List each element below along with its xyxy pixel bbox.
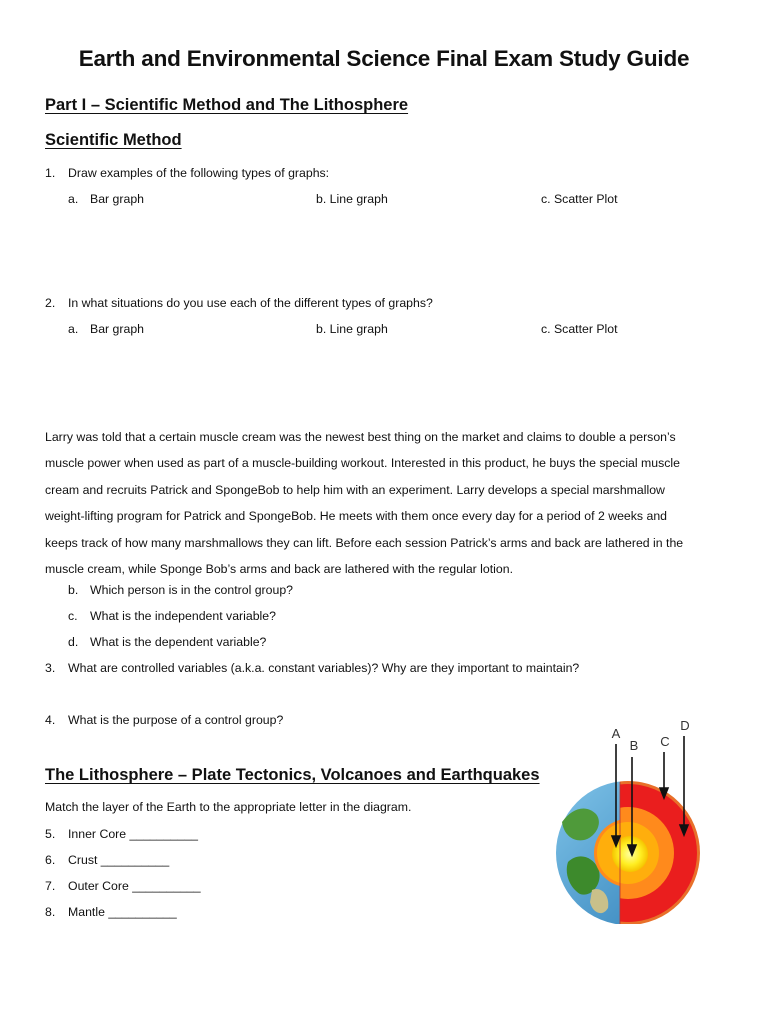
- page-title: Earth and Environmental Science Final Exam Study Guide: [78, 46, 690, 71]
- match-item-inner-core: Inner Core __________: [68, 827, 198, 841]
- option-scatter-plot: c. Scatter Plot: [541, 322, 618, 336]
- sub-question-letter: c.: [68, 609, 78, 623]
- label-d: D: [680, 718, 690, 733]
- question-number: 3.: [45, 661, 56, 675]
- part-heading: Part I – Scientific Method and The Lithosphere: [45, 96, 409, 114]
- sub-question-letter: d.: [68, 635, 79, 649]
- question-number: 1.: [45, 166, 56, 180]
- sub-question-text: What is the dependent variable?: [90, 635, 267, 649]
- scenario-paragraph: [45, 424, 725, 582]
- label-b: B: [629, 738, 639, 753]
- paragraph-line: muscle power when used as part of a muscle-building workout. Interested in this product, he buys the special muscle: [45, 456, 680, 471]
- option-line-graph: b. Line graph: [316, 192, 388, 206]
- matching-instructions: Match the layer of the Earth to the appropriate letter in the diagram.: [45, 800, 412, 814]
- sub-question-text: What is the independent variable?: [90, 609, 276, 623]
- section-heading-scientific-method: Scientific Method: [45, 131, 182, 149]
- match-number: 5.: [45, 827, 56, 841]
- label-c: C: [660, 734, 670, 749]
- match-item-mantle: Mantle __________: [68, 905, 177, 919]
- match-item-crust: Crust __________: [68, 853, 170, 867]
- match-item-outer-core: Outer Core __________: [68, 879, 201, 893]
- match-number: 7.: [45, 879, 56, 893]
- paragraph-line: cream and recruits Patrick and SpongeBob to help him with an experiment. Larry develops a special marshmallow: [45, 482, 665, 497]
- section-heading-lithosphere: The Lithosphere – Plate Tectonics, Volcanoes and Earthquakes: [45, 766, 540, 784]
- question-number: 2.: [45, 296, 56, 310]
- paragraph-line: muscle cream, while Sponge Bob’s arms and back are lathered with the regular lotion.: [45, 562, 513, 577]
- paragraph-line: Larry was told that a certain muscle cream was the newest best thing on the market and claims to double a person’s: [45, 430, 676, 444]
- paragraph-line: weight-lifting program for Patrick and SpongeBob. He meets with them once every day for a period of 2 weeks and: [45, 509, 668, 524]
- question-text: What are controlled variables (a.k.a. constant variables)? Why are they important to maintain?: [68, 661, 580, 675]
- match-number: 8.: [45, 905, 56, 919]
- option-letter: a.: [68, 322, 79, 336]
- option-line-graph: b. Line graph: [316, 322, 388, 336]
- earth-layers-diagram: [548, 712, 708, 924]
- label-a: A: [611, 726, 621, 741]
- question-text: What is the purpose of a control group?: [68, 713, 284, 727]
- option-letter: a.: [68, 192, 79, 206]
- question-text: In what situations do you use each of the different types of graphs?: [68, 296, 433, 310]
- sub-question-letter: b.: [68, 583, 79, 597]
- sub-question-text: Which person is in the control group?: [90, 583, 294, 597]
- question-text: Draw examples of the following types of graphs:: [68, 166, 330, 180]
- question-number: 4.: [45, 713, 56, 727]
- option-bar-graph: Bar graph: [90, 322, 145, 336]
- paragraph-line: keeps track of how many marshmallows they can lift. Before each session Patrick’s arms and back are lathered in the: [45, 535, 684, 550]
- match-number: 6.: [45, 853, 56, 867]
- option-scatter-plot: c. Scatter Plot: [541, 192, 618, 206]
- option-bar-graph: Bar graph: [90, 192, 145, 206]
